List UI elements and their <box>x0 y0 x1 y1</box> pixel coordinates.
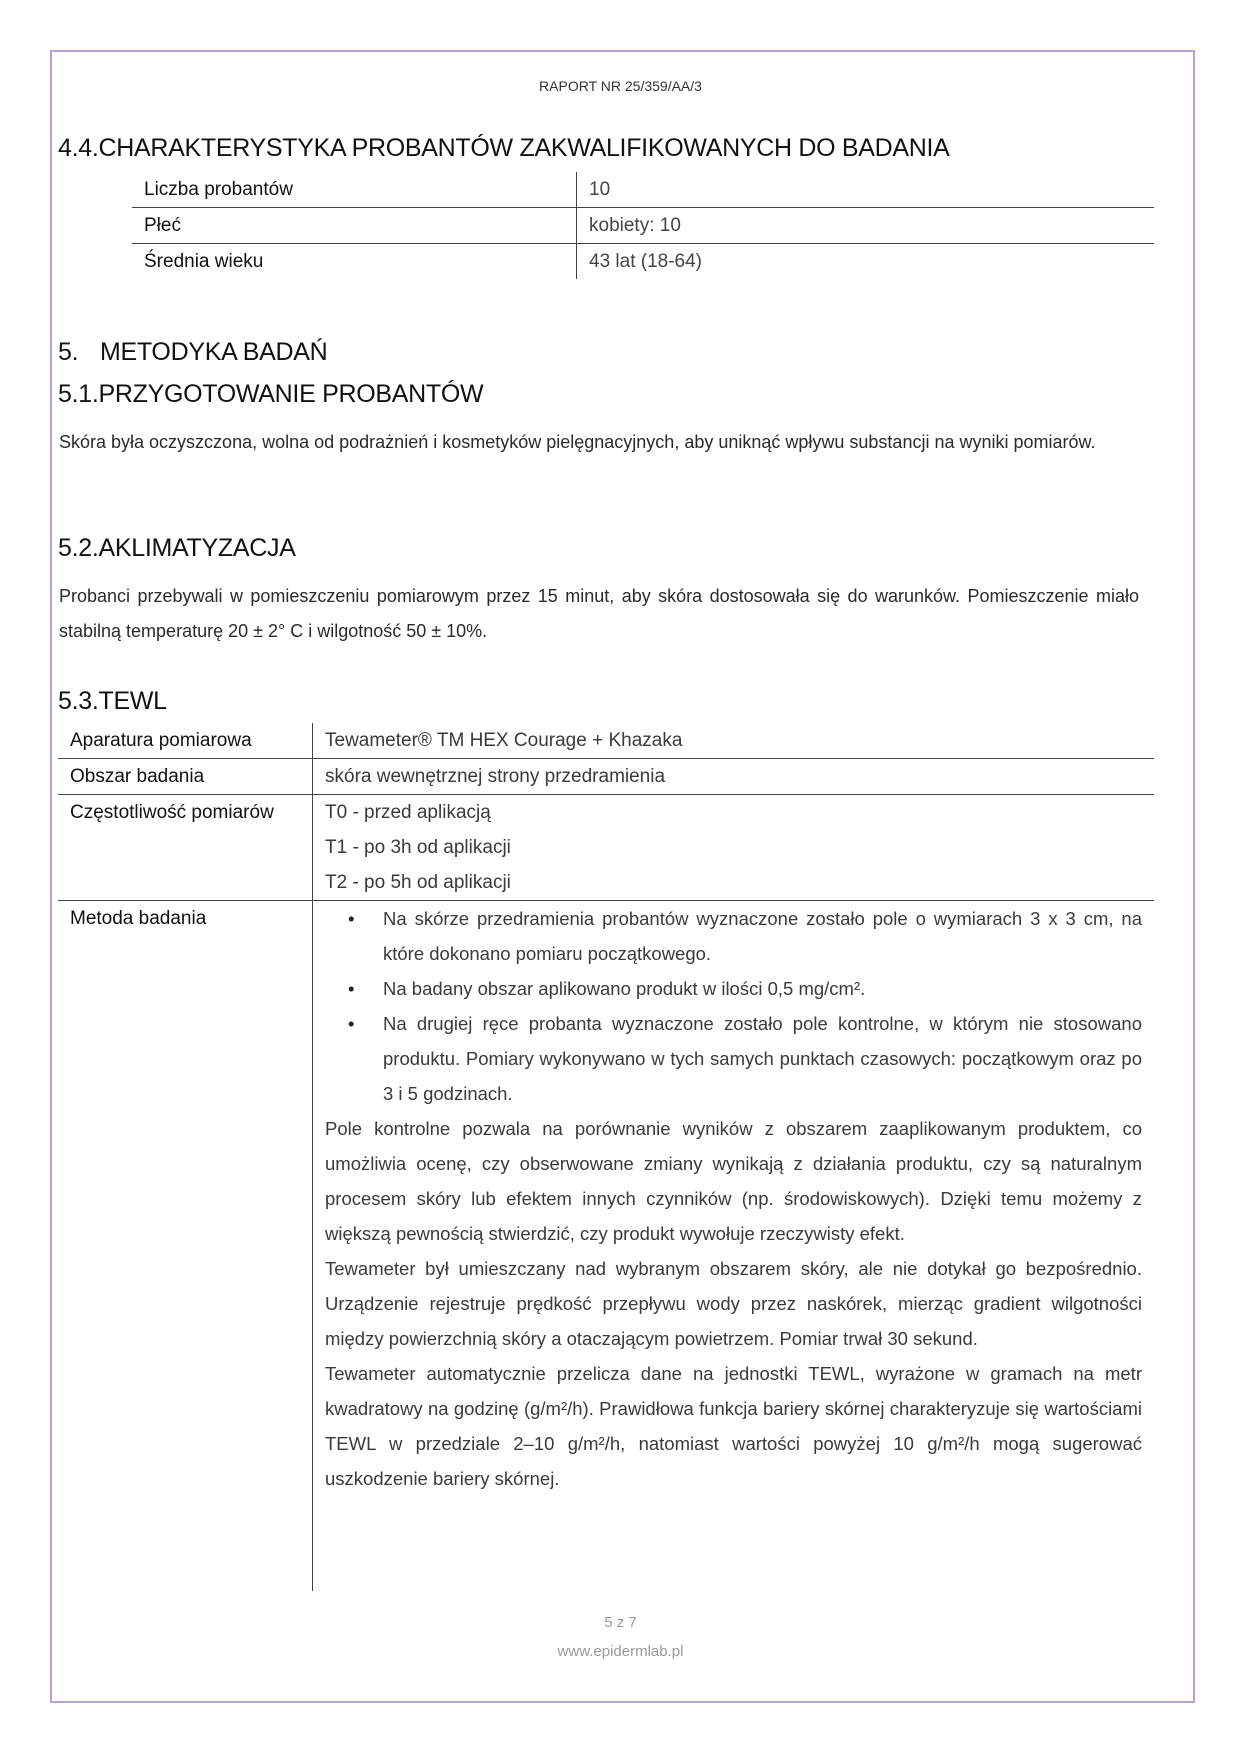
heading-number: 5.2. <box>58 534 99 562</box>
heading-5-1 <box>58 380 483 409</box>
method-paragraph: Tewameter był umieszczany nad wybranym obszarem skóry, ale nie dotykał go bezpośrednio. Urządzenie rejestruje prędkość przepływu wody przez naskórek, mierząc gradient wilgotności między powierzchnią skóry a otaczającym powietrzem. Pomiar trwał 30 sekund. <box>325 1258 1142 1349</box>
heading-title: TEWL <box>98 687 167 715</box>
row-value: kobiety: 10 <box>577 208 1155 244</box>
table-row <box>58 759 1154 795</box>
paragraph-acclimatization: Probanci przebywali w pomieszczeniu pomiarowym przez 15 minut, aby skóra dostosowała się do warunków. Pomieszczenie miało stabilną temperaturę 20 ± 2° C i wilgotność 50 ± 10%. <box>59 586 1139 641</box>
row-value <box>313 901 1155 1592</box>
method-paragraph: Pole kontrolne pozwala na porównanie wyników z obszarem zaaplikowanym produktem, co umożliwia ocenę, czy obserwowane zmiany wynikają z działania produktu, czy są naturalnym procesem skóry lub efektem innych czynników (np. środowiskowych). Dzięki temu możemy z większą pewnością stwierdzić, czy produkt wywołuje rzeczywisty efekt. <box>325 1118 1142 1244</box>
row-label: Aparatura pomiarowa <box>70 730 252 751</box>
report-number: RAPORT NR 25/359/AA/3 <box>539 78 702 94</box>
heading-number: 4.4. <box>58 134 99 162</box>
page-number: 5 z 7 <box>604 1614 637 1631</box>
heading-title: CHARAKTERYSTYKA PROBANTÓW ZAKWALIFIKOWANYCH DO BADANIA <box>98 134 950 162</box>
row-value: 43 lat (18-64) <box>577 244 1155 280</box>
heading-5-2 <box>58 534 296 563</box>
row-label: Obszar badania <box>58 759 313 795</box>
heading-number: 5.3. <box>58 687 99 715</box>
table-row <box>132 172 1154 208</box>
row-label: Częstotliwość pomiarów <box>58 795 313 901</box>
row-value <box>313 795 1155 901</box>
row-value: Tewameter® TM HEX Courage + Khazaka <box>313 723 1155 759</box>
heading-4-4 <box>58 134 950 163</box>
list-item: • Na drugiej ręce probanta wyznaczone zostało pole kontrolne, w którym nie stosowano produktu. Pomiary wykonywano w tych samych punktach czasowych: początkowym oraz po 3 i 5 godzinach. <box>383 1006 1142 1111</box>
heading-5 <box>58 338 327 367</box>
row-label: Metoda badania <box>58 901 313 1592</box>
row-label: Średnia wieku <box>132 244 577 280</box>
list-item: • Na badany obszar aplikowano produkt w ilości 0,5 mg/cm². <box>383 971 1142 1006</box>
heading-number: 5.1. <box>58 380 99 408</box>
participants-table <box>132 172 1154 279</box>
heading-title: AKLIMATYZACJA <box>98 534 296 562</box>
tewl-table <box>58 723 1154 1591</box>
heading-title: METODYKA BADAŃ <box>100 338 328 366</box>
heading-title: PRZYGOTOWANIE PROBANTÓW <box>98 380 484 408</box>
table-row <box>58 795 1154 901</box>
heading-number: 5. <box>58 338 79 366</box>
table-row <box>58 901 1154 1592</box>
heading-5-3 <box>58 687 167 716</box>
row-value: skóra wewnętrznej strony przedramienia <box>313 759 1155 795</box>
row-label: Liczba probantów <box>144 178 293 200</box>
paragraph-preparation: Skóra była oczyszczona, wolna od podrażnień i kosmetyków pielęgnacyjnych, aby uniknąć wpływu substancji na wyniki pomiarów. <box>59 432 1096 452</box>
frequency-item: T0 - przed aplikacją <box>325 802 491 823</box>
frequency-item: T2 - po 5h od aplikacji <box>325 872 511 893</box>
table-row <box>58 723 1154 759</box>
table-row <box>132 208 1154 244</box>
website-link[interactable]: www.epidermlab.pl <box>557 1643 684 1660</box>
frequency-item: T1 - po 3h od aplikacji <box>325 837 511 858</box>
method-paragraph: Tewameter automatycznie przelicza dane na jednostki TEWL, wyrażone w gramach na metr kwadratowy na godzinę (g/m²/h). Prawidłowa funkcja bariery skórnej charakteryzuje się wartościami TEWL w przedziale 2–10 g/m²/h, natomiast wartości powyżej 10 g/m²/h mogą sugerować uszkodzenie bariery skórnej. <box>325 1363 1142 1489</box>
method-bullet-list <box>325 901 1142 1111</box>
row-label: Płeć <box>132 208 577 244</box>
list-item: • Na skórze przedramienia probantów wyznaczone zostało pole o wymiarach 3 x 3 cm, na które dokonano pomiaru początkowego. <box>383 901 1142 971</box>
row-value: 10 <box>577 172 1155 208</box>
table-row <box>132 244 1154 280</box>
